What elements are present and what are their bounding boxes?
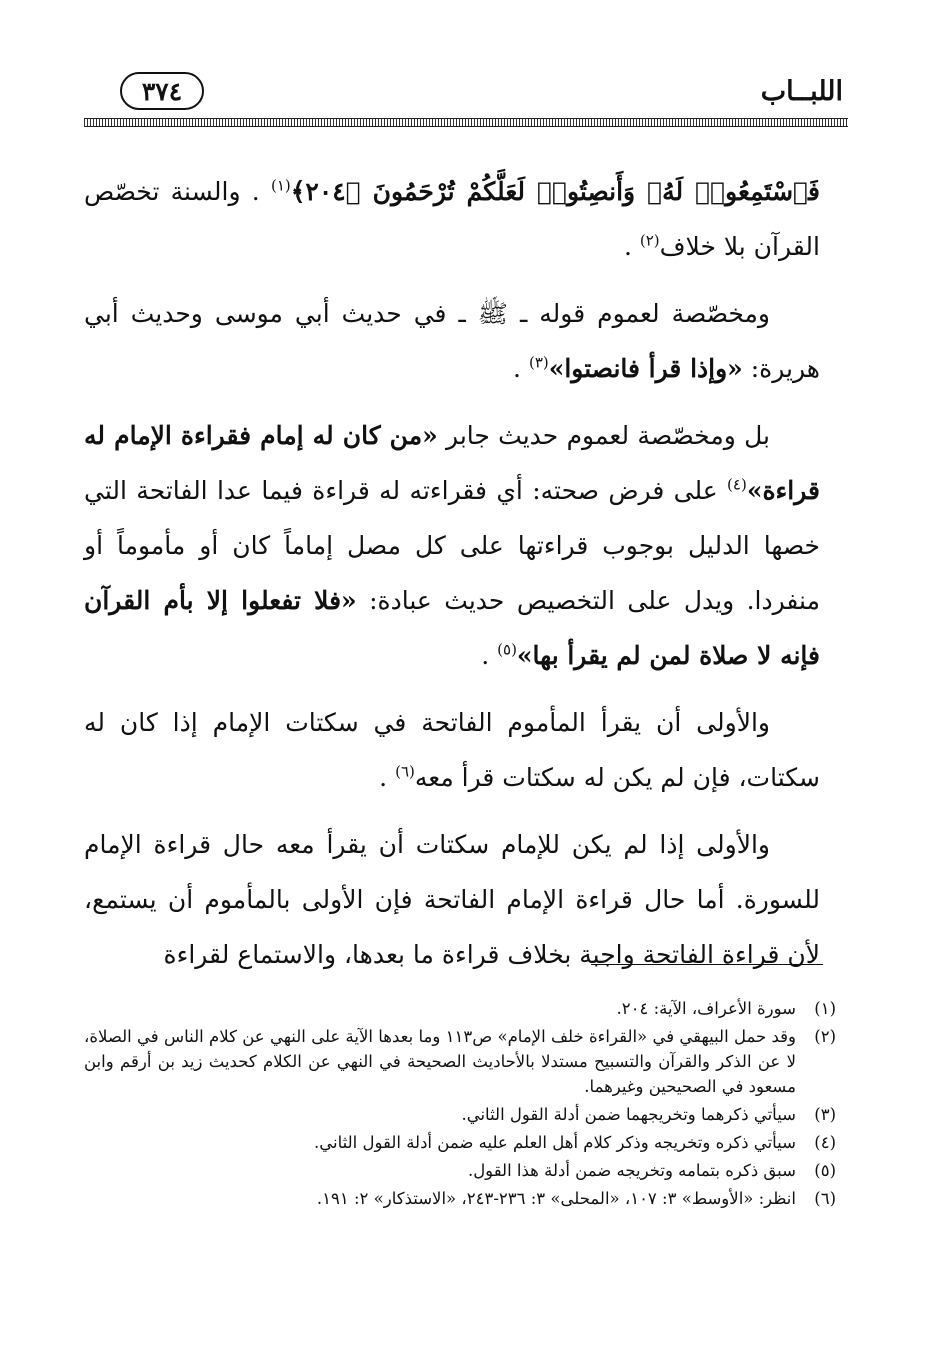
footnote-number: (١) (814, 999, 836, 1018)
book-title: اللبــاب (760, 76, 843, 107)
paragraph-text: على فرض صحته: أي فقراءته له قراءة فيما عدا الفاتحة التي خصها الدليل بوجوب قراءتها على كل مصل إماماً كان أو مأموماً أو منفردا. ويدل على التخصيص حديث عبادة: (84, 476, 820, 615)
footnote-ref: (٥) (497, 640, 517, 659)
paragraph (84, 695, 820, 805)
hadith-quote: «وإذا قرأ فانصتوا» (548, 354, 743, 383)
paragraph (84, 817, 820, 982)
paragraph-text: بل ومخصّصة لعموم حديث جابر (437, 421, 770, 450)
footnote-number: (٥) (814, 1161, 836, 1180)
paragraph-text: ومخصّصة لعموم قوله ـ ﷺ ـ في حديث أبي موسى وحديث أبي هريرة: (84, 299, 820, 383)
paragraph-end: . (481, 641, 498, 670)
footnote-number: (٤) (814, 1133, 836, 1152)
footnote (84, 996, 836, 1021)
paragraph-text: . والسنة تخصّص القرآن بلا خلاف (84, 177, 820, 261)
footnote-text: سيأتي ذكره وتخريجه وذكر كلام أهل العلم عليه ضمن أدلة القول الثاني. (314, 1133, 796, 1152)
hadith-quote: «من كان له إمام فقراءة الإمام له قراءة» (84, 421, 820, 505)
paragraph-text: والأولى أن يقرأ المأموم الفاتحة في سكتات الإمام إذا كان له سكتات، فإن لم يكن له سكتات قرأ معه (84, 708, 820, 792)
quran-verse: فَٱسْتَمِعُوا۟ لَهُۥ وَأَنصِتُوا۟ لَعَلَّكُمْ تُرْحَمُونَ ﴿٢٠٤﴾ (290, 177, 821, 206)
footnotes (84, 996, 836, 1214)
footnote-text: انظر: «الأوسط» ٣: ١٠٧، «المحلى» ٣: ٢٣٦-٢٤٣، «الاستذكار» ٢: ١٩١. (316, 1189, 796, 1208)
footnote (84, 1024, 836, 1099)
footnote-ref: (٢) (639, 231, 660, 250)
paragraph-text: والأولى إذا لم يكن للإمام سكتات أن يقرأ معه حال قراءة الإمام للسورة. أما حال قراءة الإمام الفاتحة فإن الأولى بالمأموم أن يستمع، لأن قراءة الفاتحة واجبة بخلاف قراءة ما بعدها، والاستماع لقراءة (84, 830, 820, 969)
footnote (84, 1186, 836, 1211)
footnote (84, 1102, 836, 1127)
footnote-ref: (٣) (528, 353, 549, 372)
main-text (84, 164, 820, 994)
paragraph-end: . (513, 354, 529, 383)
paragraph (84, 164, 820, 274)
footnote-number: (٦) (814, 1189, 836, 1208)
paragraph (84, 286, 820, 396)
footnote-text: سيأتي ذكرهما وتخريجهما ضمن أدلة القول الثاني. (461, 1105, 796, 1124)
footnote-divider (591, 964, 823, 965)
footnote-text: وقد حمل البيهقي في «القراءة خلف الإمام» ص١١٣ وما بعدها الآية على النهي عن كلام الناس في الصلاة، لا عن الذكر والقرآن والتسبيح مستدلا بالأحاديث الصحيحة في النهي عن الكلام كحديث زيد بن أرقم وابن مسعود في الصحيحين وغيرهما. (84, 1027, 797, 1096)
header-divider (84, 118, 848, 127)
page-header (80, 70, 845, 120)
hadith-quote: «فلا تفعلوا إلا بأم القرآن فإنه لا صلاة لمن لم يقرأ بها» (84, 586, 820, 670)
paragraph-end: . (379, 763, 396, 792)
footnote-number: (٢) (814, 1027, 836, 1046)
footnote-text: سبق ذكره بتمامه وتخريجه ضمن أدلة هذا القول. (467, 1161, 796, 1180)
footnote-ref: (٦) (395, 762, 415, 781)
page-number: ٣٧٤ (120, 72, 204, 110)
footnote (84, 1130, 836, 1155)
footnote (84, 1158, 836, 1183)
paragraph-end: . (623, 232, 640, 261)
paragraph (84, 408, 820, 683)
footnote-text: سورة الأعراف، الآية: ٢٠٤. (616, 999, 796, 1018)
footnote-ref: (٤) (727, 475, 747, 494)
footnote-ref: (١) (270, 176, 291, 195)
footnote-number: (٣) (814, 1105, 836, 1124)
